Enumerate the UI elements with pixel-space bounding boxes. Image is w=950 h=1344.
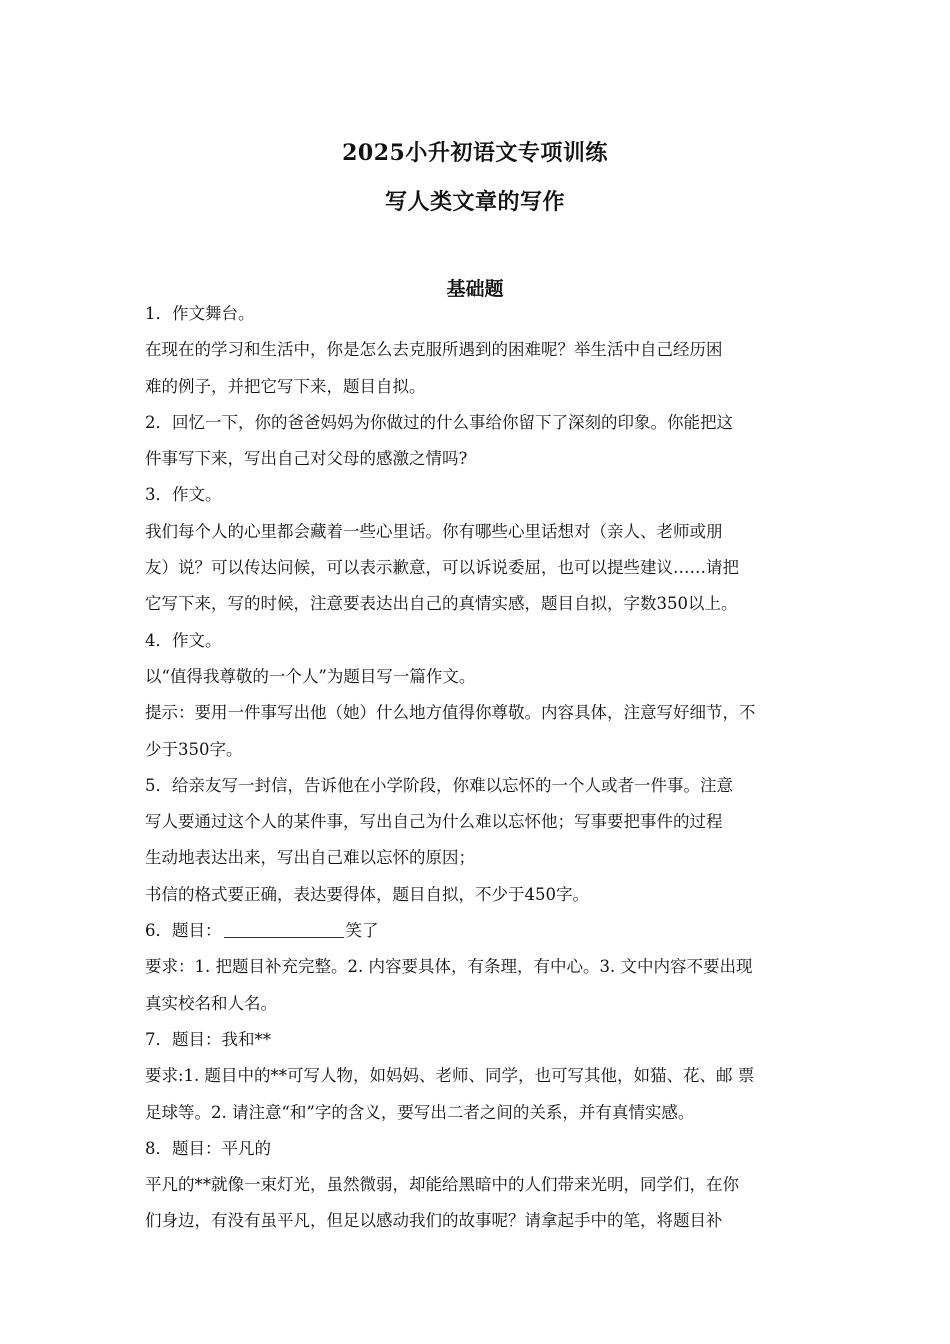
document-body	[145, 296, 810, 1240]
text-line: 写人要通过这个人的某件事，写出自己为什么难以忘怀他；写事要把事件的过程	[145, 812, 723, 832]
text-line: 7．题目：我和**	[145, 1029, 271, 1049]
text-line: 2．回忆一下，你的爸爸妈妈为你做过的什么事给你留下了深刻的印象。你能把这	[145, 412, 733, 432]
document-title: 2025小升初语文专项训练	[342, 140, 608, 166]
document-subtitle: 写人类文章的写作	[384, 189, 565, 215]
text-line: 它写下来，写的时候，注意要表达出自己的真情实感，题目自拟，字数350以上。	[145, 594, 738, 614]
text-line: 8．题目：平凡的	[145, 1138, 271, 1158]
text-line: 3．作文。	[145, 485, 222, 505]
text-line: 平凡的**就像一束灯光，虽然微弱，却能给黑暗中的人们带来光明，同学们，在你	[145, 1175, 739, 1195]
question-6-line	[145, 913, 810, 949]
title-blank	[224, 917, 344, 938]
text-line: 我们每个人的心里都会藏着一些心里话。你有哪些心里话想对（亲人、老师或朋	[145, 521, 723, 541]
text-line: 友）说？可以传达问候，可以表示歉意，可以诉说委屈，也可以提些建议……请把	[145, 558, 739, 578]
text-line: 少于350字。	[145, 739, 243, 759]
text-line: 提示：要用一件事写出他（她）什么地方值得你尊敬。内容具体，注意写好细节，不	[145, 703, 756, 723]
text-line: 要求：1. 把题目补充完整。2. 内容要具体，有条理，有中心。3. 文中内容不要出现	[145, 957, 753, 977]
text-line: 真实校名和人名。	[145, 993, 277, 1013]
text-line: 足球等。2. 请注意“和”字的含义，要写出二者之间的关系，并有真情实感。	[145, 1102, 695, 1122]
text-line: 4．作文。	[145, 630, 222, 650]
text-line: 生动地表达出来，写出自己难以忘怀的原因；	[145, 848, 475, 868]
text-line: 在现在的学习和生活中，你是怎么去克服所遇到的困难呢？举生活中自己经历困	[145, 340, 723, 360]
section-heading: 基础题	[446, 278, 504, 300]
text-line: 书信的格式要正确，表达要得体，题目自拟，不少于450字。	[145, 884, 589, 904]
text-line: 难的例子，并把它写下来，题目自拟。	[145, 376, 426, 396]
text-line: 1．作文舞台。	[145, 304, 255, 323]
text-line: 件事写下来，写出自己对父母的感激之情吗?	[145, 449, 468, 469]
text-line: 5．给亲友写一封信，告诉他在小学阶段，你难以忘怀的一个人或者一件事。注意	[145, 775, 733, 795]
text-line: 要求:1. 题目中的**可写人物，如妈妈、老师、同学，也可写其他，如猫、花、邮 票	[145, 1066, 755, 1086]
question-6-prefix: 6．题目：	[145, 921, 222, 941]
text-line: 以“值得我尊敬的一个人”为题目写一篇作文。	[145, 666, 476, 686]
text-line: 们身边，有没有虽平凡，但足以感动我们的故事呢？请拿起手中的笔，将题目补	[145, 1211, 723, 1231]
question-6-suffix: 笑了	[345, 921, 379, 941]
